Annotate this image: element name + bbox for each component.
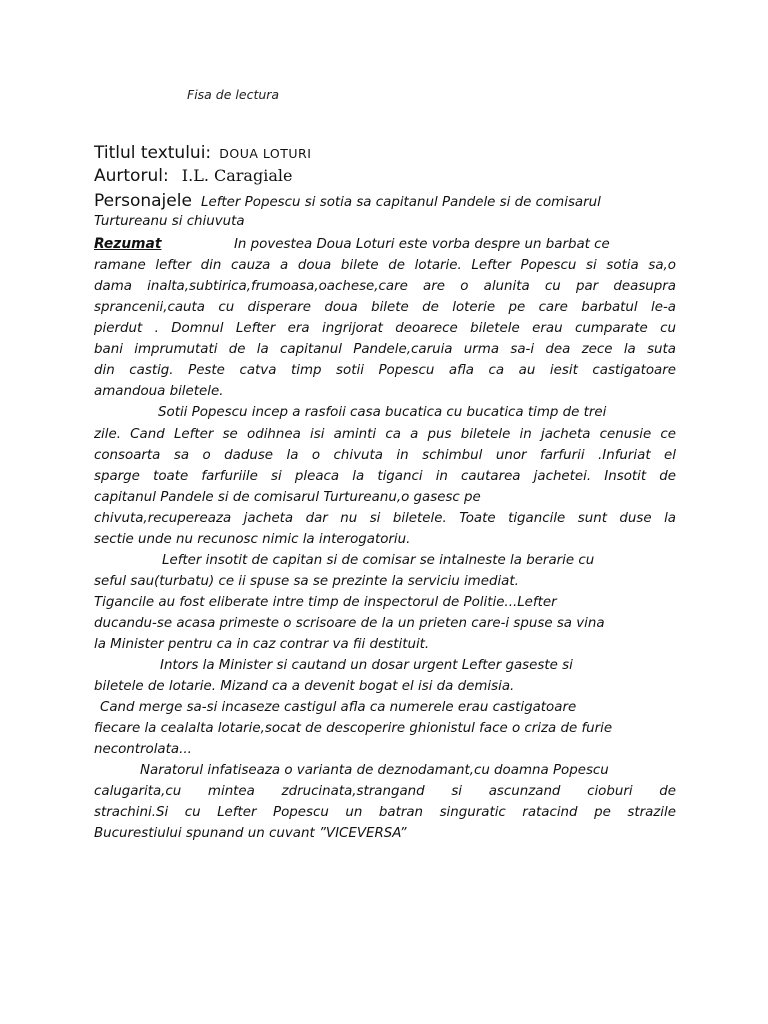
summary-line: fiecare la cealalta lotarie,socat de descoperire ghionistul face o criza de furie xyxy=(94,721,613,736)
summary-line: Naratorul infatiseaza o varianta de deznodamant,cu doamna Popescu xyxy=(140,763,609,778)
characters-label: Personajele xyxy=(94,191,192,211)
summary-line: sparge toate farfuriile si pleaca la tiganci in cautarea jachetei. Insotit de xyxy=(94,469,676,484)
summary-line: amandoua biletele. xyxy=(94,384,224,399)
title-row xyxy=(94,143,311,163)
document-header: Fisa de lectura xyxy=(187,87,280,102)
summary-line: din castig. Peste catva timp sotii Popescu afla ca au iesit castigatoare xyxy=(94,363,676,378)
summary-line: dama inalta,subtirica,frumoasa,oachese,care are o alunita cu par deasupra xyxy=(94,279,676,294)
summary-line: biletele de lotarie. Mizand ca a devenit bogat el isi da demisia. xyxy=(94,679,515,694)
summary-line: sprancenii,cauta cu disperare doua bilete de loterie pe care barbatul le-a xyxy=(94,300,676,315)
summary-line: Intors la Minister si cautand un dosar urgent Lefter gaseste si xyxy=(160,658,573,673)
summary-line: Cand merge sa-si incaseze castigul afla ca numerele erau castigatoare xyxy=(100,700,577,715)
summary-label: Rezumat xyxy=(94,236,162,252)
characters-row xyxy=(94,191,601,211)
summary-line: consoarta sa o daduse la o chivuta in schimbul unor farfurii .Infuriat el xyxy=(94,448,676,463)
summary-line: Tigancile au fost eliberate intre timp de inspectorul de Politie...Lefter xyxy=(94,595,557,610)
summary-line: sectie unde nu recunosc nimic la interogatoriu. xyxy=(94,532,411,547)
characters-value-continued: Turtureanu si chiuvuta xyxy=(94,214,245,229)
summary-line: Sotii Popescu incep a rasfoii casa bucatica cu bucatica timp de trei xyxy=(158,405,607,420)
author-value: I.L. Caragiale xyxy=(181,166,293,185)
summary-first-line xyxy=(94,236,610,252)
summary-line: calugarita,cu mintea zdrucinata,strangand si ascunzand cioburi de xyxy=(94,784,676,799)
summary-line: strachini.Si cu Lefter Popescu un batran singuratic ratacind pe strazile xyxy=(94,805,676,820)
summary-line: capitanul Pandele si de comisarul Turtureanu,o gasesc pe xyxy=(94,490,481,505)
summary-line: ramane lefter din cauza a doua bilete de lotarie. Lefter Popescu si sotia sa,o xyxy=(94,258,676,273)
summary-line: In povestea Doua Loturi este vorba despre un barbat ce xyxy=(233,237,610,252)
summary-line: ducandu-se acasa primeste o scrisoare de la un prieten care-i spuse sa vina xyxy=(94,616,605,631)
author-row xyxy=(94,166,292,186)
summary-line: seful sau(turbatu) ce ii spuse sa se prezinte la serviciu imediat. xyxy=(94,574,519,589)
summary-line: zile. Cand Lefter se odihnea isi aminti ca a pus biletele in jacheta cenusie ce xyxy=(94,427,676,442)
author-label: Aurtorul: xyxy=(94,166,169,186)
summary-line: pierdut . Domnul Lefter era ingrijorat deoarece biletele erau cumparate cu xyxy=(94,321,676,336)
summary-line: necontrolata... xyxy=(94,742,192,757)
summary-line: Bucurestiului spunand un cuvant ”VICEVERSA” xyxy=(94,826,407,841)
summary-line: bani imprumutati de la capitanul Pandele,caruia urma sa-i dea zece la suta xyxy=(94,342,676,357)
title-label: Titlul textului: xyxy=(94,143,212,163)
characters-value: Lefter Popescu si sotia sa capitanul Pandele si de comisarul xyxy=(201,195,601,210)
title-value: DOUA LOTURI xyxy=(219,146,312,161)
summary-line: la Minister pentru ca in caz contrar va fii destituit. xyxy=(94,637,430,652)
summary-line: chivuta,recupereaza jacheta dar nu si biletele. Toate tigancile sunt duse la xyxy=(94,511,676,526)
summary-line: Lefter insotit de capitan si de comisar se intalneste la berarie cu xyxy=(162,553,595,568)
